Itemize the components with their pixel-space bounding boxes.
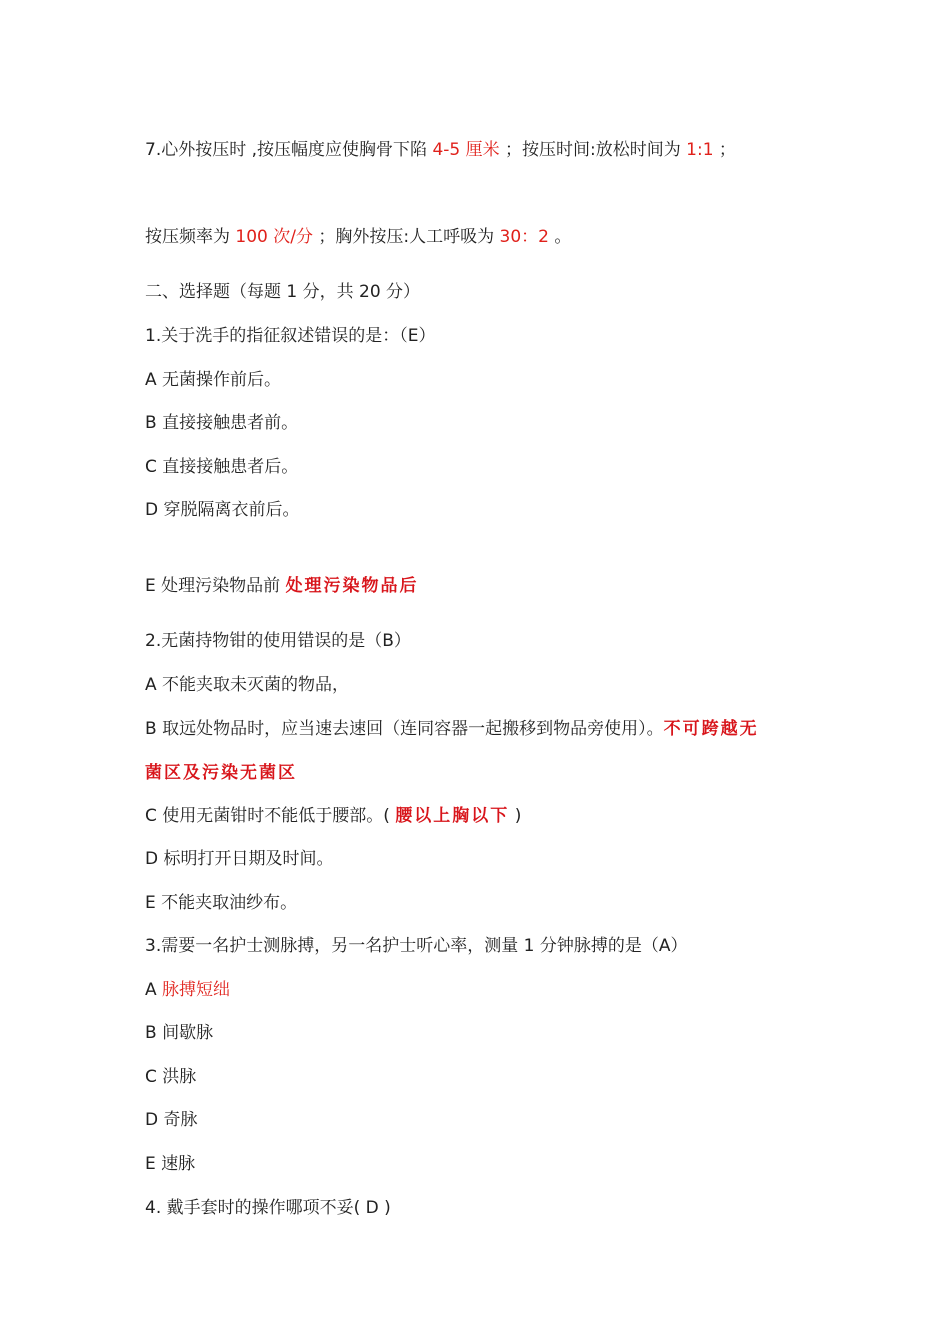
q2-option-c-end: ) bbox=[509, 806, 522, 826]
q7-depth-answer: 4-5 厘米 bbox=[432, 140, 500, 160]
q1-option-c: C 直接接触患者后。 bbox=[145, 457, 299, 477]
q7-text: ；胸外按压:人工呼吸为 bbox=[313, 227, 500, 247]
q2-option-c bbox=[145, 804, 521, 828]
q3-option-b: B 间歇脉 bbox=[145, 1023, 214, 1043]
section-title: 二、选择题（每题 1 分，共 20 分） bbox=[145, 282, 421, 302]
q7-text: ；按压时间:放松时间为 bbox=[499, 140, 687, 160]
q7-ratio-answer: 1:1 bbox=[686, 140, 714, 160]
q2-option-b bbox=[145, 717, 759, 741]
q7-text: 7.心外按压时 ,按压幅度应使胸骨下陷 bbox=[145, 140, 433, 160]
q4-question: 4. 戴手套时的操作哪项不妥( D ) bbox=[145, 1198, 391, 1218]
q2-question: 2.无菌持物钳的使用错误的是（B） bbox=[145, 631, 411, 651]
q1-option-a: A 无菌操作前后。 bbox=[145, 370, 282, 390]
q1-question: 1.关于洗手的指征叙述错误的是：（E） bbox=[145, 326, 436, 346]
q2-option-c-annotation: 腰以上胸以下 bbox=[395, 806, 510, 826]
q3-question: 3.需要一名护士测脉搏，另一名护士听心率，测量 1 分钟脉搏的是（A） bbox=[145, 936, 688, 956]
q2-option-a: A 不能夹取未灭菌的物品， bbox=[145, 675, 350, 695]
q1-option-e bbox=[145, 574, 419, 598]
q1-annotation: 处理污染物品后 bbox=[285, 576, 419, 596]
q2-annotation-continued bbox=[145, 761, 297, 785]
q3-option-c: C 洪脉 bbox=[145, 1067, 197, 1087]
q3-option-e: E 速脉 bbox=[145, 1154, 196, 1174]
q7-rate-answer: 100 次/分 bbox=[235, 227, 313, 247]
q2-annotation: 不可跨越无 bbox=[663, 719, 759, 739]
q2-option-c-text: C 使用无菌钳时不能低于腰部。( bbox=[145, 806, 396, 826]
q3-option-a-label: A bbox=[145, 980, 163, 1000]
q2-option-e: E 不能夹取油纱布。 bbox=[145, 893, 298, 913]
q2-option-d: D 标明打开日期及时间。 bbox=[145, 849, 334, 869]
q7-line-2 bbox=[145, 225, 571, 249]
q7-cpr-ratio-answer: 30：2 bbox=[499, 227, 549, 247]
q1-option-d: D 穿脱隔离衣前后。 bbox=[145, 500, 300, 520]
q7-text: 。 bbox=[549, 227, 572, 247]
q1-option-e-text: E 处理污染物品前 bbox=[145, 576, 286, 596]
q2-option-b-text: B 取远处物品时，应当速去速回（连同容器一起搬移到物品旁使用）。 bbox=[145, 719, 664, 739]
q3-option-a bbox=[145, 978, 230, 1002]
q7-text: 按压频率为 bbox=[145, 227, 236, 247]
q7-line-1 bbox=[145, 138, 736, 162]
q7-text: ； bbox=[713, 140, 736, 160]
q3-option-d: D 奇脉 bbox=[145, 1110, 198, 1130]
q1-option-b: B 直接接触患者前。 bbox=[145, 413, 299, 433]
q2-annotation-line-2: 菌区及污染无菌区 bbox=[145, 763, 297, 783]
q3-option-a-text: 脉搏短绌 bbox=[162, 980, 231, 1000]
